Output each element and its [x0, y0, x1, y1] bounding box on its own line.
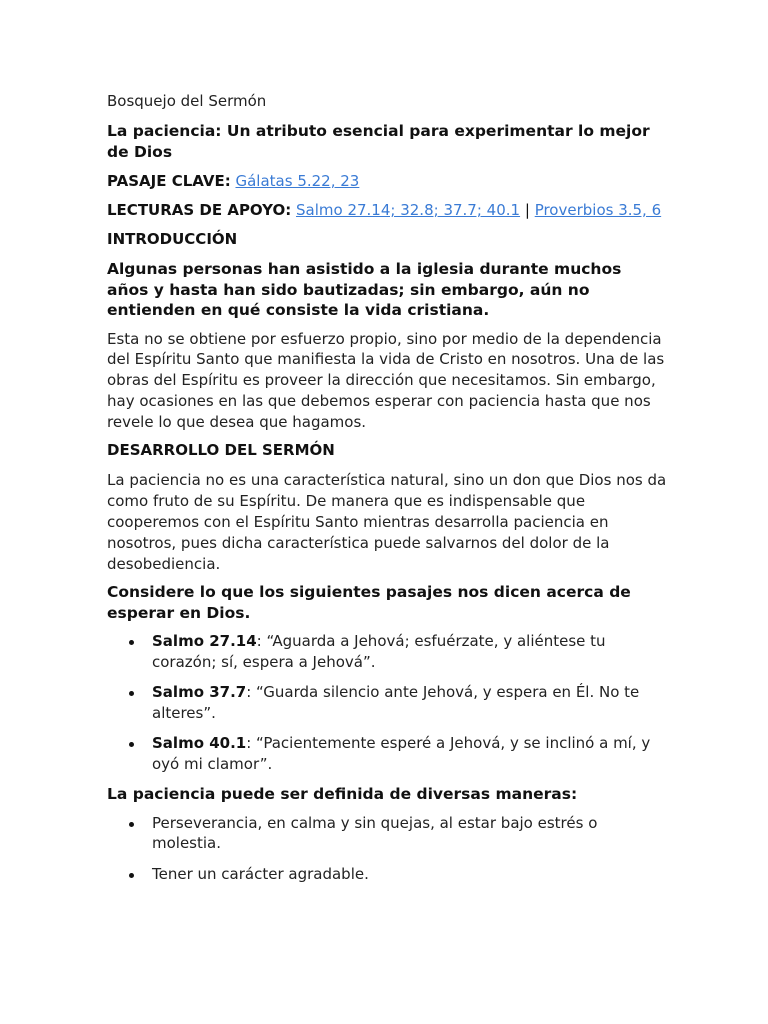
document-content — [107, 90, 667, 894]
list-item — [107, 682, 667, 723]
supporting-readings — [107, 200, 667, 221]
list-item — [107, 631, 667, 672]
document-title: Bosquejo del Sermón — [107, 92, 267, 110]
consider-passages: Considere lo que los siguientes pasajes nos dicen acerca de esperar en Dios. — [107, 583, 631, 622]
development-heading: DESARROLLO DEL SERMÓN — [107, 441, 335, 460]
list-item: Tener un carácter agradable. — [107, 864, 667, 885]
key-passage — [107, 171, 667, 192]
verse-text: : “Aguarda a Jehová; esfuérzate, y aliéntese tu corazón; sí, espera a Jehová”. — [152, 632, 606, 671]
introduction-paragraph: Esta no se obtiene por esfuerzo propio, sino por medio de la dependencia del Espíritu Santo que manifiesta la vida de Cristo en nosotros. Una de las obras del Espíritu es proveer la dirección que necesitamos. Sin embargo, hay ocasiones en las que debemos esperar con paciencia hasta que nos revele lo que desea que hagamos. — [107, 329, 665, 431]
verse-reference: Salmo 40.1 — [152, 734, 247, 753]
verse-list — [107, 631, 667, 774]
introduction-lead: Algunas personas han asistido a la iglesia durante muchos años y hasta han sido bautizadas; sin embargo, aún no entienden en qué consiste la vida cristiana. — [107, 260, 622, 319]
key-passage-label: PASAJE CLAVE: — [107, 172, 231, 190]
sermon-title: La paciencia: Un atributo esencial para experimentar lo mejor de Dios — [107, 122, 650, 161]
introduction-heading: INTRODUCCIÓN — [107, 230, 238, 248]
list-item: Perseverancia, en calma y sin quejas, al estar bajo estrés o molestia. — [107, 813, 667, 854]
supporting-readings-link-proverbs[interactable]: Proverbios 3.5, 6 — [534, 201, 662, 219]
readings-separator: | — [524, 201, 530, 219]
key-passage-link[interactable]: Gálatas 5.22, 23 — [235, 172, 360, 190]
verse-reference: Salmo 37.7 — [152, 683, 247, 702]
supporting-readings-link-psalms[interactable]: Salmo 27.14; 32.8; 37.7; 40.1 — [296, 201, 521, 219]
supporting-readings-label: LECTURAS DE APOYO: — [107, 201, 292, 219]
verse-text: : “Pacientemente esperé a Jehová, y se inclinó a mí, y oyó mi clamor”. — [152, 734, 651, 773]
list-item — [107, 733, 667, 774]
definition-heading: La paciencia puede ser definida de diversas maneras: — [107, 785, 578, 804]
verse-text: : “Guarda silencio ante Jehová, y espera en Él. No te alteres”. — [152, 683, 640, 722]
definition-list — [107, 813, 667, 885]
verse-reference: Salmo 27.14 — [152, 632, 257, 651]
development-paragraph: La paciencia no es una característica natural, sino un don que Dios nos da como fruto de su Espíritu. De manera que es indispensable que cooperemos con el Espíritu Santo mientras desarrolla paciencia en nosotros, pues dicha característica puede salvarnos del dolor de la desobediencia. — [107, 471, 667, 573]
